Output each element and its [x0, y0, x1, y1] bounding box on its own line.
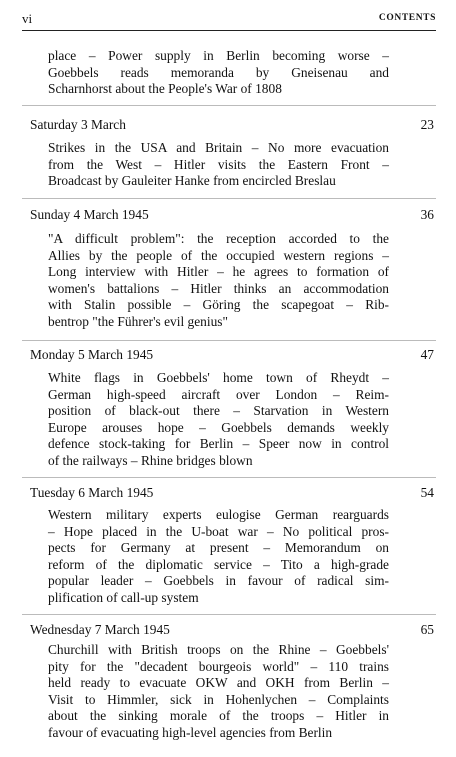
summary-line: about the sinking morale of the troops – Hitler in [48, 708, 389, 723]
entry-summary [48, 507, 389, 606]
entry-date: Wednesday 7 March 1945 [30, 622, 170, 637]
summary-line: defence stock-taking for Berlin – Speer now in control [48, 436, 389, 451]
summary-line: position of black-out there – Starvation in Western [48, 403, 389, 418]
summary-line: Strikes in the USA and Britain – No more evacuation [48, 140, 389, 155]
entry-separator [22, 340, 436, 341]
summary-line: place – Power supply in Berlin becoming worse – [48, 48, 389, 63]
summary-line: Broadcast by Gauleiter Hanke from encircled Breslau [48, 173, 336, 188]
entry-separator [22, 477, 436, 478]
summary-line: Churchill with British troops on the Rhine – Goebbels' [48, 642, 389, 657]
summary-line: with Stalin possible – Göring the scapegoat – Rib- [48, 297, 389, 312]
entry-separator [22, 198, 436, 199]
summary-line: plification of call-up system [48, 589, 199, 605]
summary-line: Goebbels reads memoranda by Gneisenau and [48, 64, 389, 80]
entry-date: Monday 5 March 1945 [30, 347, 154, 362]
summary-line: bentrop "the Führer's evil genius" [48, 313, 228, 329]
summary-line: popular leader – Goebbels in favour of radical sim- [48, 573, 389, 588]
entry-summary [48, 642, 389, 741]
continued-summary [48, 48, 389, 98]
running-head [22, 8, 436, 31]
summary-line: Long interview with Hitler – he agrees to formation of [48, 264, 389, 279]
summary-line: pity for the "decadent bourgeois world" – 110 trains [48, 658, 389, 674]
entry-page-number: 36 [420, 207, 434, 222]
summary-line: "A difficult problem": the reception accorded to the [48, 231, 389, 246]
running-title: CONTENTS [378, 13, 436, 23]
entry-date: Sunday 4 March 1945 [30, 207, 149, 222]
entry-summary [48, 231, 389, 330]
summary-line: Scharnhorst about the People's War of 1808 [48, 81, 282, 96]
summary-line: pects for Germany at present – Memorandum on [48, 540, 389, 555]
summary-line: White flags in Goebbels' home town of Rheydt – [48, 370, 389, 385]
entry-summary [48, 370, 389, 469]
entry-date: Tuesday 6 March 1945 [30, 485, 154, 500]
summary-line: held ready to evacuate OKW and OKH from Berlin – [48, 675, 389, 690]
entry-page-number: 54 [420, 485, 434, 500]
entry-page-number: 23 [420, 117, 434, 132]
entry-date: Saturday 3 March [30, 117, 126, 132]
entry-separator [22, 614, 436, 615]
entry-page-number: 65 [420, 622, 434, 637]
summary-line: Western military experts eulogise German rearguards [48, 507, 389, 522]
entry-separator [22, 105, 436, 106]
summary-line: favour of evacuating high-level agencies from Berlin [48, 724, 333, 740]
summary-line: – Hope placed in the U-boat war – No political pros- [48, 523, 389, 539]
summary-line: from the West – Hitler visits the Eastern Front – [48, 156, 389, 172]
summary-line: Visit to Himmler, sick in Hohenlychen – Complaints [48, 691, 389, 707]
summary-line: Europe arouses hope – Goebbels demands weekly [48, 419, 389, 435]
summary-line: women's battalions – Hitler thinks an accommodation [48, 280, 389, 296]
entry-page-number: 47 [420, 347, 434, 362]
summary-line: reform of the diplomatic service – Tito a high-grade [48, 556, 389, 572]
summary-line: of the railways – Rhine bridges blown [48, 452, 253, 468]
entry-summary [48, 140, 389, 190]
page-number: vi [22, 11, 33, 26]
summary-line: German high-speed aircraft over London – Reim- [48, 386, 389, 402]
summary-line: Allies by the people of the occupied western regions – [48, 247, 389, 263]
